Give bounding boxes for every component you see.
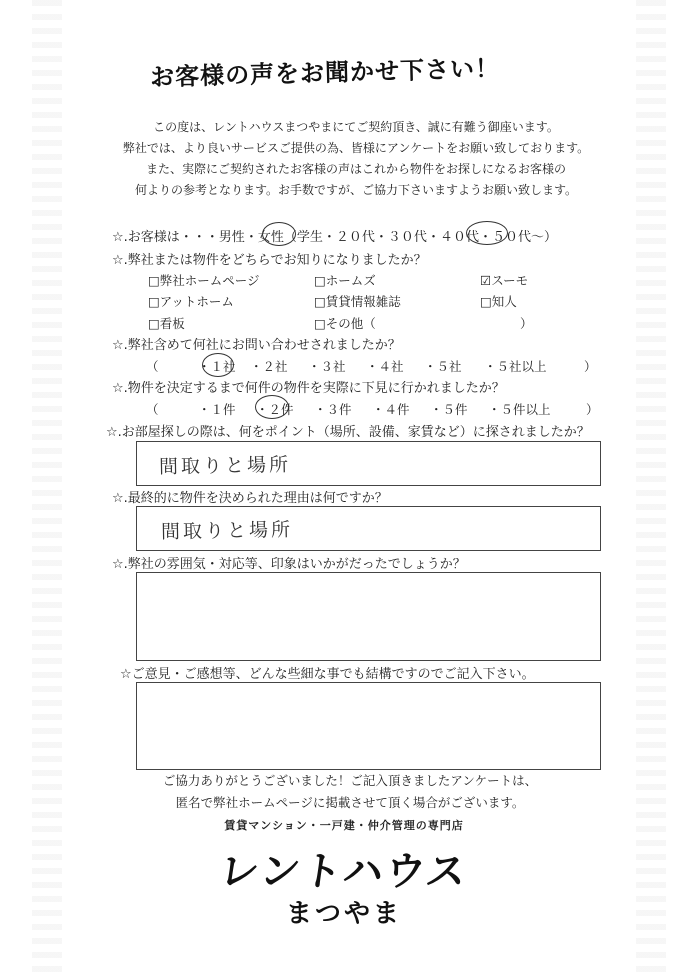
intro-line: 何よりの参考となります。お手数ですが、ご協力下さいますようお願い致します。 [134, 183, 578, 197]
q1-label: ☆.お客様は・・・ [112, 230, 219, 245]
footer-line: ご協力ありがとうございました！ご記入頂きましたアンケートは、 [162, 773, 538, 788]
option-student[interactable]: 学生 [296, 230, 323, 245]
option-signboard[interactable]: □看板 [148, 316, 185, 331]
q4-options [146, 400, 599, 418]
option-homes[interactable]: □ホームズ [314, 273, 376, 288]
q7-answer-box[interactable] [136, 572, 601, 661]
q6-handwritten-answer: 間取りと場所 [160, 518, 294, 544]
option-3-properties[interactable]: ・３件 [314, 402, 352, 417]
option-5-properties[interactable]: ・５件 [430, 402, 468, 417]
option-female[interactable]: 女性 [257, 230, 284, 245]
option-rental-magazine[interactable]: □賃貸情報雑誌 [314, 294, 401, 309]
q8-answer-box[interactable] [136, 682, 601, 770]
company-logo-sub: まつやま [285, 899, 402, 929]
q1-close: ） [544, 230, 558, 245]
option-3-companies[interactable]: ・３社 [308, 359, 346, 374]
q3-open: （ [146, 359, 159, 374]
option-1-property[interactable]: ・１件 [198, 402, 236, 417]
q4-close: ） [586, 402, 599, 417]
option-5-companies[interactable]: ・５社 [424, 359, 462, 374]
option-4-companies[interactable]: ・４社 [366, 359, 404, 374]
q7-label: ☆.弊社の雰囲気・対応等、印象はいかがだったでしょうか？ [112, 557, 466, 572]
option-40s[interactable]: ４０代 [439, 230, 479, 245]
option-2-companies[interactable]: ・２社 [250, 359, 288, 374]
q2-label: ☆.弊社または物件をどちらでお知りになりましたか？ [112, 253, 427, 268]
q4-open: （ [146, 402, 159, 417]
q1-open: （ [283, 230, 297, 245]
q5-label: ☆.お部屋探しの際は、何をポイント（場所、設備、家賃など）に探されましたか？ [106, 425, 590, 440]
footer-note [110, 770, 590, 814]
option-acquaintance[interactable]: □知人 [480, 294, 517, 309]
option-other-close: ） [520, 316, 533, 331]
option-5plus-properties[interactable]: ・５件以上 [488, 402, 551, 417]
option-2-properties[interactable]: ・２件 [256, 402, 294, 417]
question-gender-age: ☆.お客様は・・・男性・女性（学生・２０代・３０代・４０代・５０代〜） [112, 230, 558, 245]
intro-line: 弊社では、より良いサービスご提供の為、皆様にアンケートをお願い致しております。 [122, 141, 590, 155]
q5-answer-box[interactable] [136, 441, 601, 486]
option-30s[interactable]: ３０代 [387, 230, 427, 245]
option-50s[interactable]: ５０代〜 [491, 230, 544, 245]
selection-circle-2-properties [255, 395, 289, 419]
q6-answer-box[interactable] [136, 506, 601, 551]
option-other[interactable]: □その他（ [314, 316, 376, 331]
q3-label: ☆.弊社含めて何社にお問い合わせされましたか？ [112, 338, 401, 353]
intro-line: この度は、レントハウスまつやまにてご契約頂き、誠に有難う御座います。 [153, 120, 559, 134]
option-1-company[interactable]: ・１社 [198, 359, 236, 374]
option-5plus-companies[interactable]: ・５社以上 [484, 359, 547, 374]
option-20s[interactable]: ２０代 [335, 230, 375, 245]
option-suumo[interactable]: ☑スーモ [480, 273, 529, 288]
selection-circle-40s [466, 221, 508, 245]
q3-close: ） [584, 359, 597, 374]
option-male[interactable]: 男性 [218, 230, 245, 245]
q5-handwritten-answer: 間取りと場所 [158, 453, 292, 479]
q8-label: ☆ご意見・ご感想等、どんな些細な事でも結構ですのでご記入下さい。 [120, 667, 535, 682]
option-athome[interactable]: □アットホーム [148, 294, 234, 309]
intro-line: また、実際にご契約されたお客様の声はこれから物件をお探しになるお客様の [145, 162, 566, 176]
selection-circle-female [262, 222, 296, 246]
company-logo: レントハウス [215, 849, 472, 895]
page-title: お客様の声をお聞かせ下さい！ [149, 54, 501, 92]
company-tagline: 賃貸マンション・一戸建・仲介管理の専門店 [224, 819, 464, 832]
option-4-properties[interactable]: ・４件 [372, 402, 410, 417]
footer-line: 匿名で弊社ホームページに掲載させて頂く場合がございます。 [175, 795, 525, 810]
option-company-homepage[interactable]: □弊社ホームページ [148, 273, 260, 288]
q6-label: ☆.最終的に物件を決められた理由は何ですか？ [112, 491, 388, 506]
selection-circle-1-company [202, 353, 234, 377]
q4-label: ☆.物件を決定するまで何件の物件を実際に下見に行かれましたか？ [112, 381, 505, 396]
intro-text [96, 117, 616, 201]
